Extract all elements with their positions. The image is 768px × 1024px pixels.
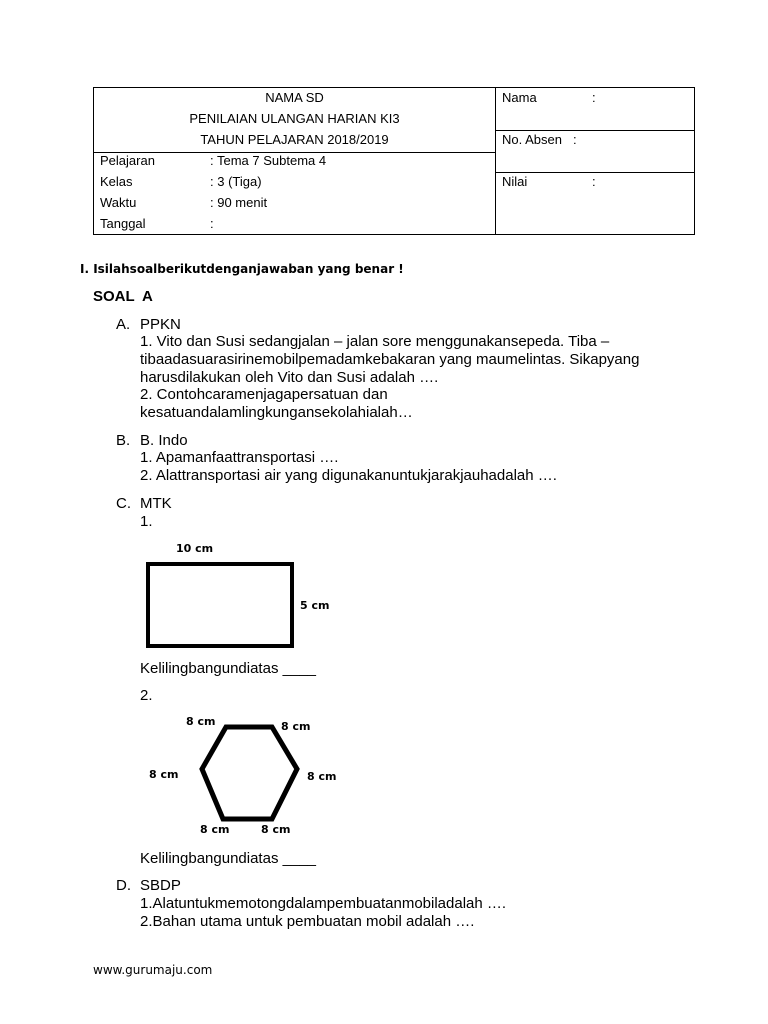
student-colon-absen: :: [573, 132, 577, 147]
section-d-marker: D.: [116, 877, 131, 894]
section-a-title: PPKN: [140, 316, 181, 333]
student-label-absen: No. Absen: [502, 132, 562, 147]
footer-url: www.gurumaju.com: [93, 963, 213, 977]
hexagon-figure: [196, 722, 306, 826]
section-a-marker: A.: [116, 316, 131, 333]
section-c-q1-number: 1.: [140, 513, 153, 530]
section-a-line: 2. Contohcaramenjagapersatuan dan: [140, 386, 388, 403]
hex-label-bottom-right: 8 cm: [261, 823, 291, 836]
table-divider-right-1: [495, 130, 695, 131]
hex-label-top-left: 8 cm: [186, 715, 216, 728]
info-label-kelas: Kelas: [100, 174, 133, 189]
info-value-tanggal: :: [210, 216, 214, 231]
academic-year: TAHUN PELAJARAN 2018/2019: [200, 132, 389, 147]
section-a-line: 1. Vito dan Susi sedangjalan – jalan sore menggunakansepeda. Tiba –: [140, 333, 610, 350]
rect-top-label: 10 cm: [176, 542, 214, 555]
section-d-title: SBDP: [140, 877, 181, 894]
rectangle-figure: [146, 562, 294, 648]
section-b-line: 2. Alattransportasi air yang digunakanuntukjarakjauhadalah ….: [140, 467, 557, 484]
info-value-waktu: : 90 menit: [210, 195, 268, 210]
section-a-line: harusdilakukan oleh Vito dan Susi adalah ….: [140, 369, 439, 386]
student-label-nama: Nama: [502, 90, 537, 105]
hex-label-right: 8 cm: [307, 770, 337, 783]
section-a-line: kesatuandalamlingkungansekolahialah…: [140, 404, 413, 421]
school-name: NAMA SD: [265, 90, 324, 105]
section-b-title: B. Indo: [140, 432, 188, 449]
table-divider-right-2: [495, 172, 695, 173]
section-c-marker: C.: [116, 495, 131, 512]
hex-label-bottom-left: 8 cm: [200, 823, 230, 836]
hex-label-left: 8 cm: [149, 768, 179, 781]
section-c-q1-text: Kelilingbangundiatas ____: [140, 660, 316, 677]
instruction: I. Isilahsoalberikutdenganjawaban yang benar !: [80, 262, 404, 276]
student-label-nilai: Nilai: [502, 174, 528, 189]
student-colon-nama: :: [592, 90, 596, 105]
table-divider-vertical: [495, 88, 496, 235]
section-b-marker: B.: [116, 432, 131, 449]
section-b-line: 1. Apamanfaattransportasi ….: [140, 449, 339, 466]
header-table: [93, 87, 695, 235]
rect-side-label: 5 cm: [300, 599, 330, 612]
info-label-tanggal: Tanggal: [100, 216, 146, 231]
section-d-line: 1.Alatuntukmemotongdalampembuatanmobiladalah ….: [140, 895, 507, 912]
student-colon-nilai: :: [592, 174, 596, 189]
section-d-line: 2.Bahan utama untuk pembuatan mobil adalah ….: [140, 913, 475, 930]
section-c-title: MTK: [140, 495, 172, 512]
section-c-q2-text: Kelilingbangundiatas ____: [140, 850, 316, 867]
info-value-kelas: : 3 (Tiga): [210, 174, 262, 189]
exam-title: PENILAIAN ULANGAN HARIAN KI3: [189, 111, 400, 126]
hex-label-top-right: 8 cm: [281, 720, 311, 733]
section-c-q2-number: 2.: [140, 687, 153, 704]
info-label-waktu: Waktu: [100, 195, 137, 210]
soal-title: SOAL A: [93, 288, 153, 305]
section-a-line: tibaadasuarasirinemobilpemadamkebakaran yang maumelintas. Sikapyang: [140, 351, 640, 368]
info-label-pelajaran: Pelajaran: [100, 153, 155, 168]
info-value-pelajaran: : Tema 7 Subtema 4: [210, 153, 327, 168]
